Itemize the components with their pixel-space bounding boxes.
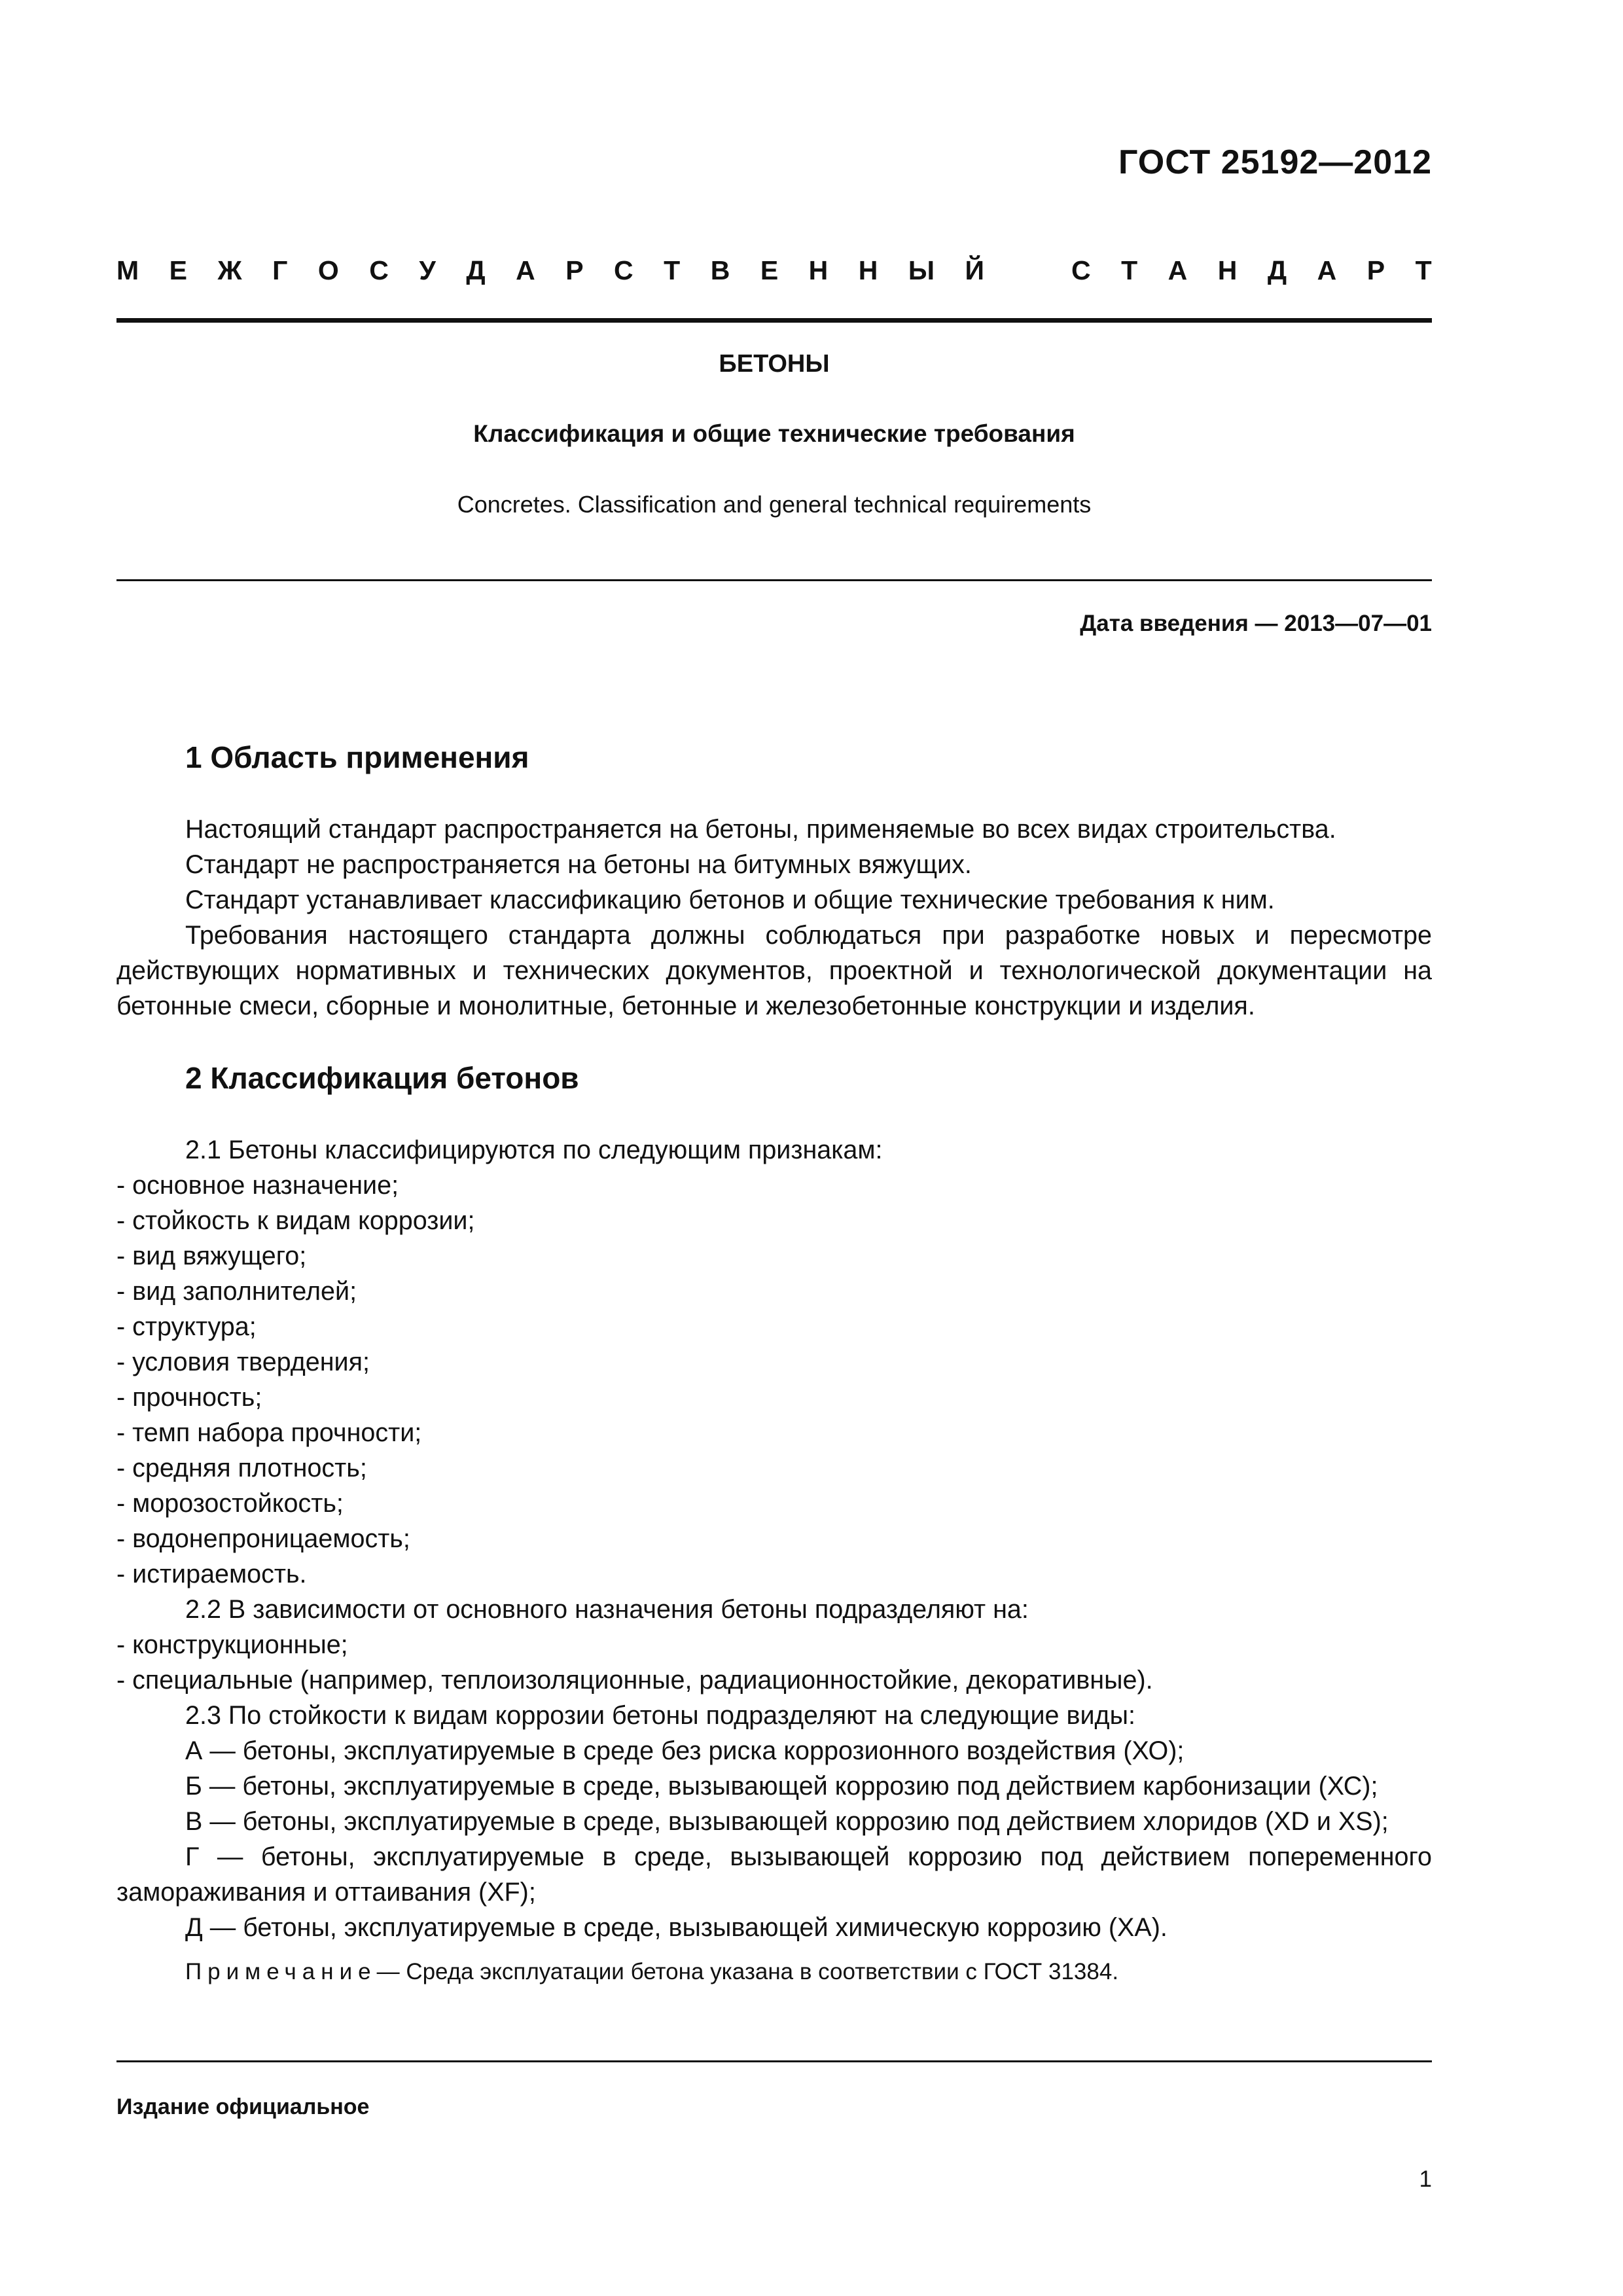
document-number: ГОСТ 25192—2012	[1118, 143, 1432, 181]
banner-letter: Е	[760, 255, 779, 285]
list-item: - специальные (например, теплоизоляционные, радиационностойкие, декоративные).	[116, 1666, 1153, 1695]
banner-letter: Р	[1366, 255, 1385, 285]
note-label: Примечание	[185, 1959, 377, 1984]
banner-letter: Д	[1267, 255, 1287, 285]
section-1-heading: 1 Область применения	[185, 740, 529, 774]
clause-2-2: 2.2 В зависимости от основного назначения бетоны подразделяют на:	[185, 1595, 1029, 1624]
header-divider-thick	[116, 318, 1432, 323]
footer-divider	[116, 2060, 1432, 2062]
page-number: 1	[1419, 2166, 1432, 2192]
scope-paragraph: Стандарт не распространяется на бетоны на битумных вяжущих.	[185, 850, 972, 879]
document-title: БЕТОНЫ	[719, 350, 830, 378]
corrosion-type-item: Г — бетоны, эксплуатируемые в среде, вызывающей коррозию под действием попеременного замораживания и оттаивания (XF);	[116, 1842, 1432, 1907]
list-item: - стойкость к видам коррозии;	[116, 1206, 475, 1235]
interstate-standard-banner	[116, 255, 1432, 286]
banner-word-gap	[1015, 255, 1041, 286]
banner-letter: С	[614, 255, 633, 285]
corrosion-type-item: Б — бетоны, эксплуатируемые в среде, вызывающей коррозию под действием карбонизации (ХС);	[185, 1772, 1378, 1801]
banner-letter: Ы	[908, 255, 935, 285]
scope-paragraph: Стандарт устанавливает классификацию бетонов и общие технические требования к ним.	[185, 886, 1275, 914]
section-2-heading: 2 Классификация бетонов	[185, 1061, 579, 1095]
list-item: - структура;	[116, 1312, 257, 1341]
introduction-date: Дата введения — 2013—07—01	[1080, 611, 1432, 636]
list-item: - вид заполнителей;	[116, 1277, 357, 1306]
banner-letter: У	[419, 255, 436, 285]
banner-letter: В	[710, 255, 730, 285]
scope-paragraph: Настоящий стандарт распространяется на бетоны, применяемые во всех видах строительства.	[185, 815, 1336, 844]
list-item: - вид вяжущего;	[116, 1242, 307, 1270]
scope-paragraph: Требования настоящего стандарта должны соблюдаться при разработке новых и пересмотре действующих нормативных и технических документов, проектной и технологической документации на бетонные смеси, сборные и монолитные, бетонные и железобетонные конструкции и изделия.	[116, 921, 1432, 1020]
list-item: - условия твердения;	[116, 1348, 370, 1376]
banner-letter: Й	[965, 255, 984, 285]
banner-letter: М	[116, 255, 139, 285]
list-item: - средняя плотность;	[116, 1454, 367, 1482]
document-title-english: Concretes. Classification and general technical requirements	[457, 491, 1092, 518]
banner-letter: О	[317, 255, 339, 285]
banner-letter: А	[1168, 255, 1188, 285]
corrosion-type-item: А — бетоны, эксплуатируемые в среде без риска коррозионного воздействия (ХО);	[185, 1736, 1185, 1765]
section-2-body	[116, 1132, 1432, 1990]
banner-letter: Д	[466, 255, 486, 285]
section-1-body	[116, 812, 1432, 1024]
title-divider	[116, 579, 1432, 581]
list-item: - водонепроницаемость;	[116, 1524, 410, 1553]
note	[116, 1954, 1432, 1990]
list-item: - истираемость.	[116, 1560, 307, 1588]
edition-label: Издание официальное	[116, 2094, 370, 2119]
clause-2-1: 2.1 Бетоны классифицируются по следующим признакам:	[185, 1136, 883, 1164]
banner-letter: Т	[1121, 255, 1138, 285]
banner-letter: А	[516, 255, 535, 285]
banner-letter: Н	[1217, 255, 1238, 285]
document-subtitle: Классификация и общие технические требования	[473, 420, 1075, 447]
banner-letter: С	[1071, 255, 1091, 285]
banner-letter: Н	[808, 255, 829, 285]
clause-2-3: 2.3 По стойкости к видам коррозии бетоны подразделяют на следующие виды:	[185, 1701, 1135, 1730]
list-item: - темп набора прочности;	[116, 1418, 422, 1447]
banner-letter: А	[1317, 255, 1337, 285]
banner-letter: Т	[1415, 255, 1432, 285]
corrosion-type-item: В — бетоны, эксплуатируемые в среде, вызывающей коррозию под действием хлоридов (XD и XS);	[185, 1807, 1389, 1836]
banner-letter: Г	[272, 255, 288, 285]
corrosion-type-item: Д — бетоны, эксплуатируемые в среде, вызывающей химическую коррозию (ХА).	[185, 1913, 1168, 1942]
list-item: - прочность;	[116, 1383, 262, 1412]
banner-letter: Ж	[217, 255, 242, 285]
list-item: - морозостойкость;	[116, 1489, 344, 1518]
note-text: — Среда эксплуатации бетона указана в соответствии с ГОСТ 31384.	[376, 1959, 1119, 1984]
list-item: - конструкционные;	[116, 1630, 348, 1659]
banner-letter: Р	[565, 255, 584, 285]
banner-letter: С	[369, 255, 389, 285]
banner-letter: Е	[169, 255, 188, 285]
banner-letter: Н	[858, 255, 878, 285]
banner-letter: Т	[664, 255, 681, 285]
list-item: - основное назначение;	[116, 1171, 399, 1200]
